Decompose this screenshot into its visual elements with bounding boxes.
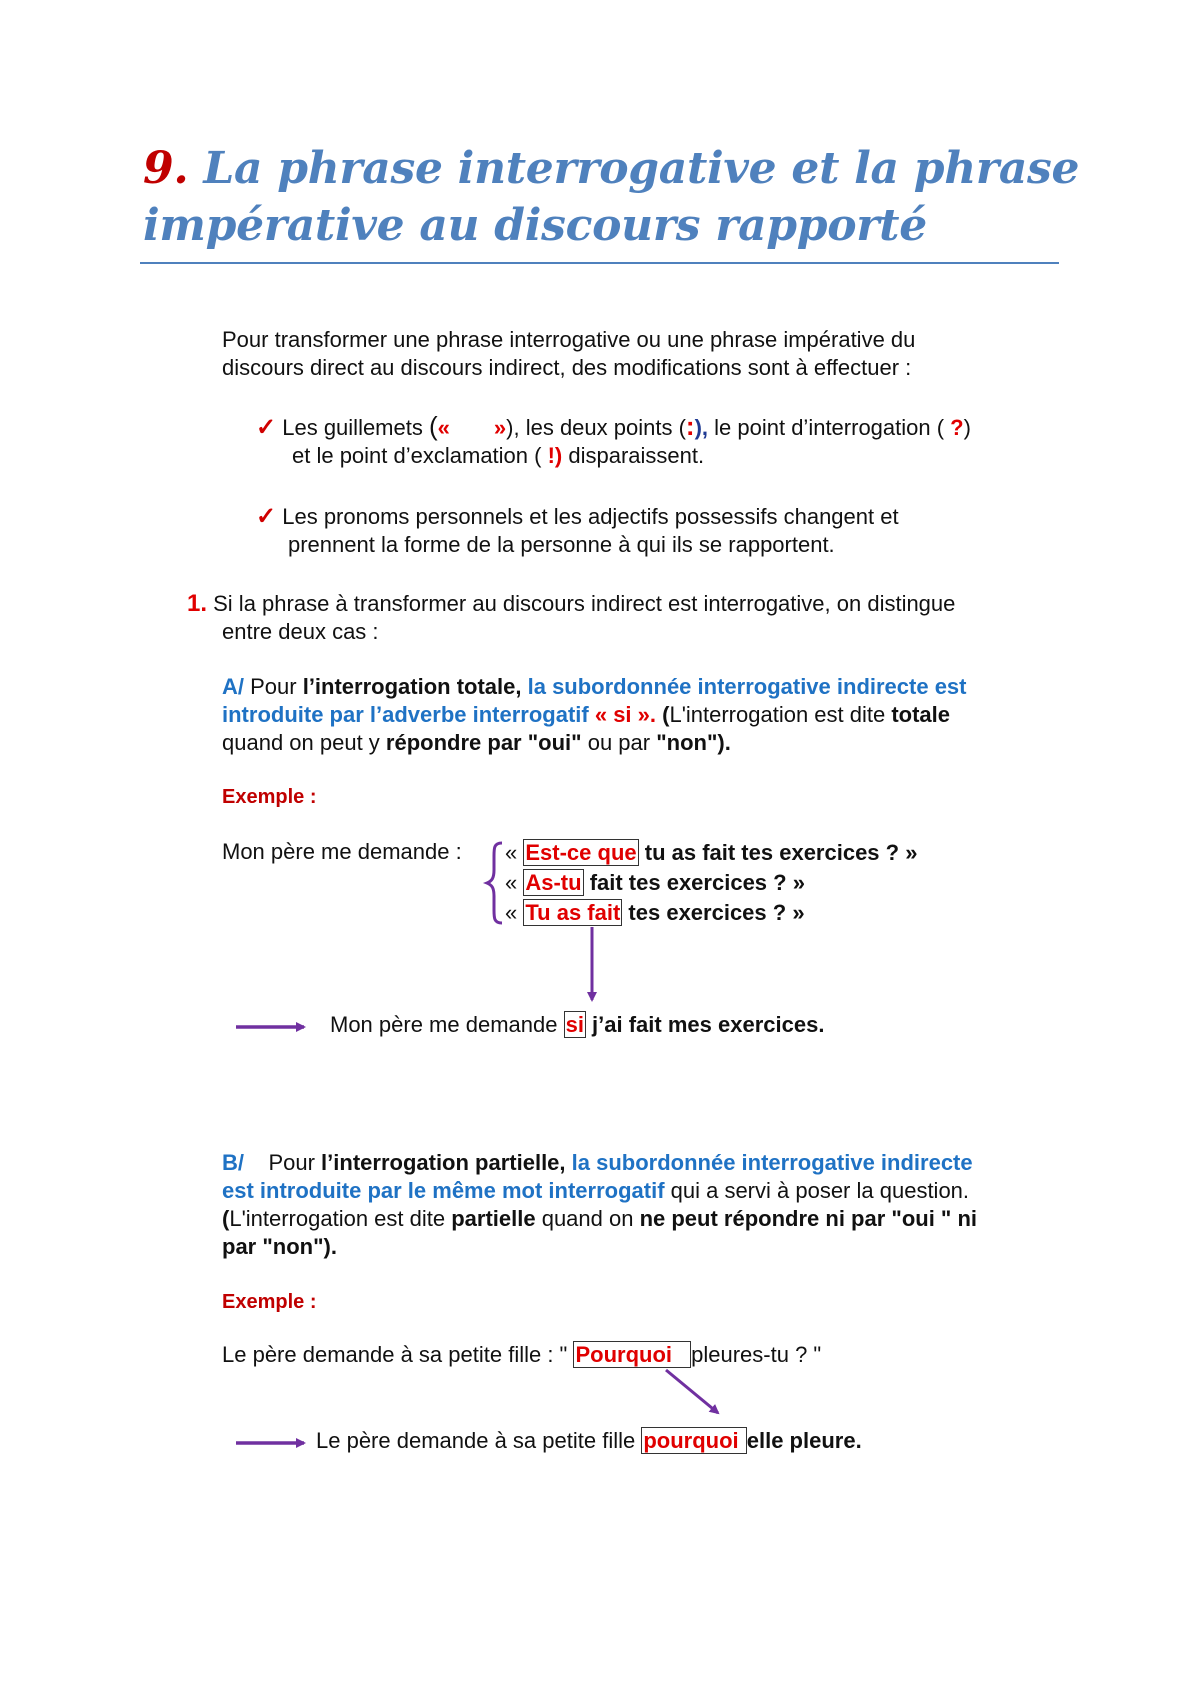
exclamation-mark: !) <box>547 443 563 468</box>
example-a-label-text: Exemple : <box>222 786 317 808</box>
part-a-l2d: L'interrogation est dite <box>669 702 892 727</box>
part-b-l4: par "non"). <box>222 1234 337 1259</box>
example-b-result-lead: Le père demande à sa petite fille <box>316 1428 642 1453</box>
part-a-si: « si ». <box>594 702 656 727</box>
box-si: si <box>565 1012 584 1037</box>
part-b-t3: la subordonnée interrogative indirecte <box>565 1150 973 1175</box>
part-b-l2a: est introduite par le même mot interrogatif <box>222 1178 665 1203</box>
part-a-l2a: introduite par l’adverbe interrogatif <box>222 702 595 727</box>
example-a-result-rest: j’ai fait mes exercices. <box>585 1012 825 1037</box>
part-a-t1: Pour <box>244 674 303 699</box>
checkmark-icon: ✓ <box>256 503 277 530</box>
bullet1-text5: ) <box>963 415 971 440</box>
example-a-lead: Mon père me demande : <box>222 839 462 864</box>
bullet2-line2: prennent la forme de la personne à qui ils se rapportent. <box>288 532 835 557</box>
bullet1-paren: ( <box>428 411 438 441</box>
checkmark-icon: ✓ <box>256 414 277 441</box>
part-b-l3b: L'interrogation est dite <box>229 1206 452 1231</box>
title-number: 9. <box>143 143 189 194</box>
title-line1: La phrase interrogative et la phrase <box>203 143 1080 194</box>
example-b-rest: pleures-tu ? " <box>691 1342 822 1367</box>
guillemet-close: » <box>493 415 507 440</box>
point1-line1: Si la phrase à transformer au discours indirect est interrogative, on distingue <box>207 591 956 616</box>
arrow-diagonal-icon <box>666 1370 718 1413</box>
intro-line1: Pour transformer une phrase interrogative ou une phrase impérative du <box>222 327 916 352</box>
example-a-sentence-2: « As-tu fait tes exercices ? » <box>505 870 805 895</box>
example-a-sentence-1: « Est-ce que tu as fait tes exercices ? » <box>505 840 918 865</box>
example-b-result-rest: elle pleure. <box>746 1428 862 1453</box>
example-b-lead: Le père demande à sa petite fille : " <box>222 1342 574 1367</box>
intro-line2: discours direct au discours indirect, des modifications sont à effectuer : <box>222 355 912 380</box>
colon-mark: : <box>685 411 695 441</box>
part-a-l2c: ( <box>656 702 670 727</box>
point1-line2: entre deux cas : <box>222 619 379 644</box>
bullet1-line2: et le point d’exclamation ( <box>292 443 548 468</box>
part-a-l2e: totale <box>891 702 951 727</box>
title-line2: impérative au discours rapporté <box>143 200 927 251</box>
part-b-t1: Pour <box>244 1150 322 1175</box>
box-as-tu: As-tu <box>525 870 582 895</box>
bullet1-text: Les guillemets <box>282 415 429 440</box>
part-b-l3a: ( <box>222 1206 230 1231</box>
bullet1-line2b: disparaissent. <box>562 443 705 468</box>
part-b-l3d: quand on <box>535 1206 640 1231</box>
part-a-label: A/ <box>222 674 244 699</box>
part-b-label: B/ <box>222 1150 244 1175</box>
guillemet-open: « <box>437 415 450 440</box>
part-a-l3d: "non"). <box>656 730 731 755</box>
part-b-t2: l’interrogation partielle, <box>321 1150 566 1175</box>
point1-number: 1. <box>187 590 208 617</box>
box-tu-as-fait: Tu as fait <box>525 900 621 925</box>
curly-brace <box>487 843 502 923</box>
part-b-l2b: qui a servi à poser la question. <box>664 1178 970 1203</box>
bullet1-text2: ), les deux points ( <box>506 415 686 440</box>
part-a-t2: l’interrogation totale, <box>302 674 522 699</box>
part-b-l3e: ne peut répondre ni par "oui " ni <box>639 1206 978 1231</box>
question-mark: ? <box>950 415 964 440</box>
bullet2-line1: Les pronoms personnels et les adjectifs possessifs changent et <box>282 504 899 529</box>
box-pourquoi: Pourquoi <box>573 1341 691 1368</box>
part-a-l3b: répondre par "oui" <box>385 730 582 755</box>
part-b-l3c: partielle <box>451 1206 536 1231</box>
example-a-sentence-3: « Tu as fait tes exercices ? » <box>505 900 805 925</box>
bullet1-text4: le point d’interrogation ( <box>708 415 951 440</box>
example-b-label-text: Exemple : <box>222 1291 317 1313</box>
box-pourquoi-result: pourquoi <box>643 1428 745 1453</box>
part-a-l3a: quand on peut y <box>222 730 386 755</box>
part-a-l3c: ou par <box>581 730 657 755</box>
box-est-ce-que: Est-ce que <box>525 840 637 865</box>
example-a-result-lead: Mon père me demande <box>330 1012 564 1037</box>
part-a-t3: la subordonnée interrogative indirecte est <box>521 674 967 699</box>
bullet1-text3: ), <box>694 415 709 440</box>
